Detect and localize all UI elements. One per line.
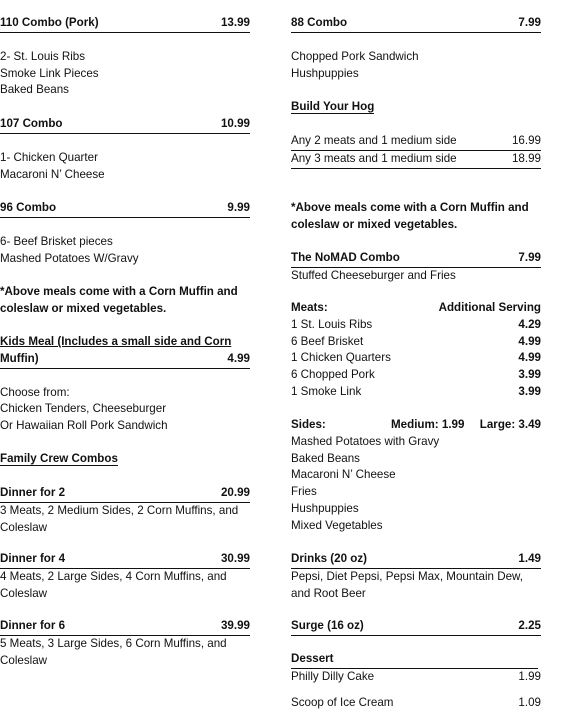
kids-meal-price: 4.99 [227, 351, 250, 365]
combo-107-item: 1- Chicken Quarter [0, 150, 98, 164]
meat-row [291, 384, 541, 401]
dinner-2-desc: 3 Meats, 2 Medium Sides, 2 Corn Muffins, and [0, 503, 239, 517]
drinks-title: Drinks (20 oz) [291, 552, 368, 565]
nomad-combo-header [291, 250, 541, 268]
dinner-for-6 [0, 618, 250, 669]
side-item: Baked Beans [291, 451, 360, 465]
kids-meal-title-line1: Kids Meal (Includes a small side and Corn [0, 335, 232, 348]
kids-meal-option: Chicken Tenders, Cheeseburger [0, 402, 167, 416]
meat-label: 6 Chopped Pork [291, 368, 375, 382]
side-item: Mixed Vegetables [291, 518, 383, 532]
meal-note: *Above meals come with a Corn Muffin and coleslaw or mixed vegetables. [0, 285, 238, 315]
surge-section [291, 618, 541, 636]
combo-96-title: 96 Combo [0, 201, 57, 214]
drinks-desc: Pepsi, Diet Pepsi, Pepsi Max, Mountain Dew, [291, 569, 523, 583]
combo-110-item: Smoke Link Pieces [0, 66, 99, 80]
combo-96-header [0, 200, 250, 218]
meat-row [291, 334, 541, 351]
combo-88-price: 7.99 [518, 16, 541, 29]
sides-medium-price: Medium: 1.99 [391, 418, 465, 431]
dinner-2-title: Dinner for 2 [0, 486, 66, 499]
drinks-section [291, 551, 541, 602]
dinner-for-2 [0, 485, 250, 536]
meat-label: 1 St. Louis Ribs [291, 317, 373, 331]
drinks-desc: and Root Beer [291, 586, 366, 600]
combo-110-item: Baked Beans [0, 83, 69, 97]
kids-meal-title-line2: Muffin) [0, 351, 39, 365]
build-option-label: Any 2 meats and 1 medium side [291, 134, 457, 147]
dinner-6-desc: Coleslaw [0, 653, 48, 667]
combo-107 [0, 116, 250, 183]
combo-88-title: 88 Combo [291, 16, 348, 29]
sides-section [291, 417, 541, 535]
nomad-combo-price: 7.99 [518, 251, 541, 264]
build-option-row [291, 133, 541, 151]
dinner-4-title: Dinner for 4 [0, 552, 66, 565]
side-item: Mashed Potatoes with Gravy [291, 434, 440, 448]
combo-96-price: 9.99 [227, 201, 250, 214]
drinks-price: 1.49 [518, 552, 541, 565]
dessert-label: Scoop of Ice Cream [291, 695, 394, 709]
additional-serving-label: Additional Serving [438, 301, 541, 314]
meat-label: 1 Smoke Link [291, 384, 362, 398]
meat-price: 3.99 [518, 368, 541, 382]
meats-title: Meats: [291, 301, 328, 314]
family-crew-title: Family Crew Combos [0, 452, 118, 465]
meat-price: 4.99 [518, 334, 541, 348]
dinner-6-header [0, 618, 250, 636]
kids-meal [0, 334, 250, 435]
dinner-6-desc: 5 Meats, 3 Large Sides, 6 Corn Muffins, and [0, 636, 227, 650]
dinner-for-4 [0, 551, 250, 602]
dessert-label: Philly Dilly Cake [291, 669, 375, 683]
meal-note-right: *Above meals come with a Corn Muffin and coleslaw or mixed vegetables. [291, 201, 529, 231]
kids-meal-choose: Choose from: [0, 385, 70, 399]
combo-107-header [0, 116, 250, 134]
dinner-6-title: Dinner for 6 [0, 619, 66, 632]
combo-88-header [291, 15, 541, 33]
combo-107-title: 107 Combo [0, 117, 63, 130]
sides-large-price: Large: 3.49 [479, 418, 541, 431]
dinner-4-header [0, 551, 250, 569]
build-option-label: Any 3 meats and 1 medium side [291, 151, 457, 165]
build-option-price: 18.99 [511, 151, 541, 165]
meat-row [291, 350, 541, 367]
combo-107-item: Macaroni N’ Cheese [0, 167, 105, 181]
kids-meal-option: Or Hawaiian Roll Pork Sandwich [0, 419, 168, 433]
meat-price: 4.29 [518, 317, 541, 331]
meat-row [291, 367, 541, 384]
side-item: Macaroni N’ Cheese [291, 468, 396, 482]
dessert-price: 1.99 [518, 669, 541, 683]
meat-price: 3.99 [518, 384, 541, 398]
sides-header [291, 417, 541, 434]
meats-section [291, 300, 541, 401]
dessert-title: Dessert [291, 652, 334, 665]
combo-107-price: 10.99 [220, 117, 250, 130]
nomad-combo-desc: Stuffed Cheeseburger and Fries [291, 268, 456, 282]
meat-row [291, 317, 541, 334]
combo-110-header [0, 15, 250, 33]
nomad-combo [291, 250, 541, 285]
meat-label: 6 Beef Brisket [291, 334, 364, 348]
surge-title: Surge (16 oz) [291, 619, 364, 632]
nomad-combo-title: The NoMAD Combo [291, 251, 400, 264]
dinner-4-desc: 4 Meats, 2 Large Sides, 4 Corn Muffins, and [0, 569, 227, 583]
meats-header [291, 300, 541, 317]
kids-meal-header [0, 351, 250, 369]
combo-110 [0, 15, 250, 99]
sides-title: Sides: [291, 418, 326, 431]
combo-110-title: 110 Combo (Pork) [0, 16, 99, 29]
build-your-hog-options [291, 133, 541, 169]
dessert-row [291, 695, 541, 712]
dessert-price: 1.09 [518, 695, 541, 709]
side-item: Hushpuppies [291, 501, 359, 515]
combo-96 [0, 200, 250, 267]
combo-110-price: 13.99 [220, 16, 250, 29]
dinner-2-price: 20.99 [220, 486, 250, 499]
side-item: Fries [291, 485, 317, 499]
build-option-price: 16.99 [511, 134, 541, 147]
build-your-hog-title: Build Your Hog [291, 100, 375, 113]
combo-88-item: Hushpuppies [291, 66, 359, 80]
dinner-4-price: 30.99 [220, 552, 250, 565]
surge-price: 2.25 [518, 619, 541, 632]
surge-header [291, 618, 541, 636]
dinner-6-price: 39.99 [220, 619, 250, 632]
dinner-2-header [0, 485, 250, 503]
dinner-4-desc: Coleslaw [0, 586, 48, 600]
build-option-row [291, 151, 541, 169]
combo-88-item: Chopped Pork Sandwich [291, 49, 419, 63]
meat-price: 4.99 [518, 351, 541, 365]
combo-110-item: 2- St. Louis Ribs [0, 49, 86, 63]
meat-label: 1 Chicken Quarters [291, 351, 391, 365]
dessert-row [291, 669, 541, 686]
combo-88 [291, 15, 541, 82]
combo-96-item: 6- Beef Brisket pieces [0, 234, 113, 248]
build-your-hog-header [291, 99, 374, 116]
drinks-header [291, 551, 541, 569]
dinner-2-desc: Coleslaw [0, 520, 48, 534]
combo-96-item: Mashed Potatoes W/Gravy [0, 251, 139, 265]
dessert-section [291, 651, 541, 711]
dessert-header [291, 651, 538, 669]
family-crew-header [0, 451, 118, 468]
